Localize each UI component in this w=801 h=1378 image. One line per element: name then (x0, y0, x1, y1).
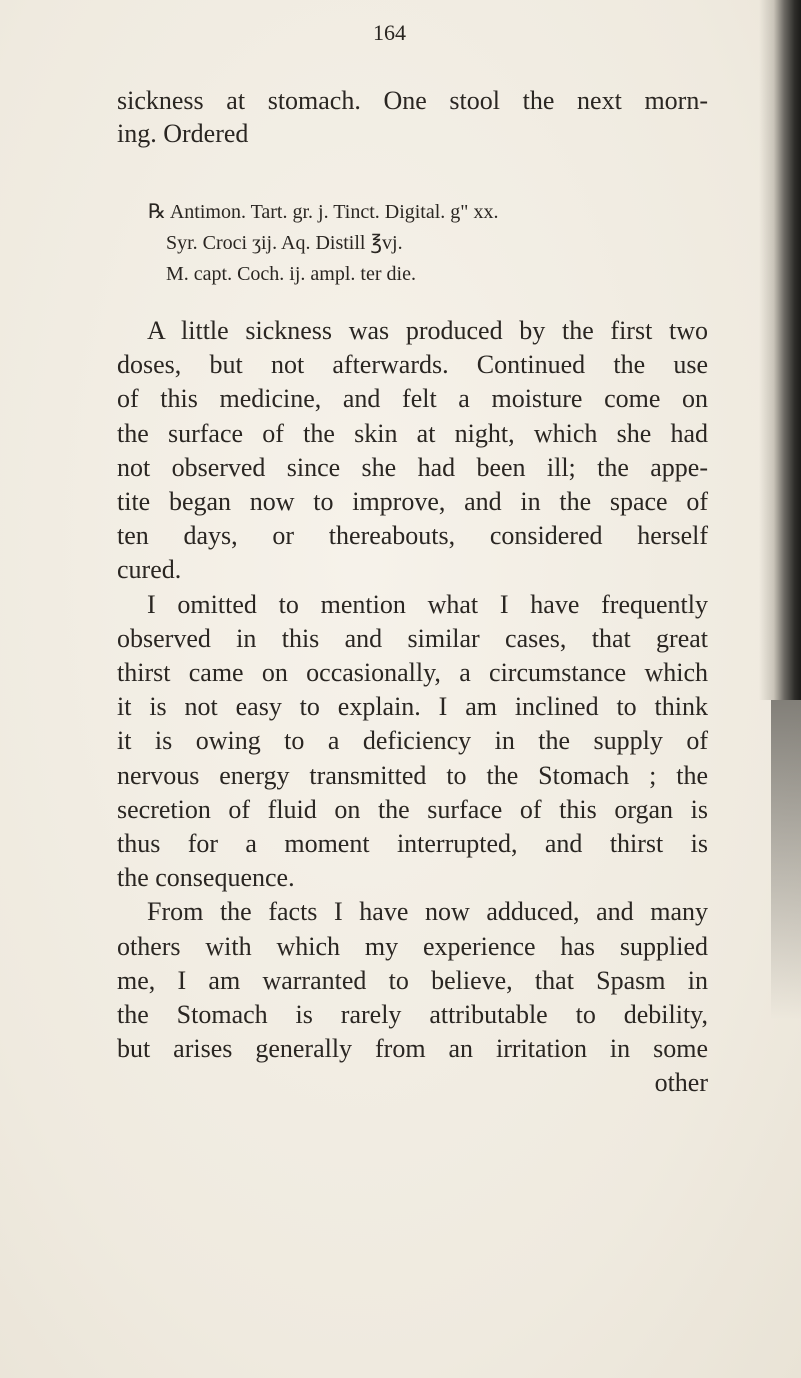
prescription-line: ℞ Antimon. Tart. gr. j. Tinct. Digital. g" xx. (148, 201, 499, 223)
prescription-line: Syr. Croci ʒij. Aq. Distill ℥vj. (166, 232, 403, 254)
prescription (148, 197, 498, 290)
text-line: others with which my experience has supplied (117, 931, 708, 961)
binding-shadow-fade (771, 700, 801, 1020)
text-line: ing. Ordered (117, 119, 249, 148)
text-line: observed in this and similar cases, that great (117, 623, 708, 653)
text-line: I omitted to mention what I have frequently (147, 589, 708, 619)
text-line: tite began now to improve, and in the space of (117, 487, 708, 517)
text-line: it is owing to a deficiency in the supply of (117, 726, 708, 756)
text-line: ten days, or thereabouts, considered herself (117, 521, 708, 551)
text-line: thirst came on occasionally, a circumstance which (117, 658, 708, 688)
text-line: me, I am warranted to believe, that Spasm in (117, 965, 708, 995)
text-line: it is not easy to explain. I am inclined to think (117, 692, 708, 722)
page-number: 164 (373, 20, 406, 45)
text-line: thus for a moment interrupted, and thirst is (117, 829, 708, 859)
text-line: not observed since she had been ill; the appe- (117, 452, 708, 482)
text-line: nervous energy transmitted to the Stomach ; the (117, 760, 708, 790)
catchword: other (654, 1068, 708, 1098)
binding-shadow (759, 0, 801, 700)
body-text (117, 314, 708, 1101)
text-line: A little sickness was produced by the first two (147, 316, 708, 345)
text-line: doses, but not afterwards. Continued the use (117, 350, 708, 380)
text-line: the surface of the skin at night, which she had (117, 418, 708, 448)
opening-paragraph (117, 84, 708, 150)
text-line: From the facts I have now adduced, and many (147, 897, 708, 927)
text-line: the Stomach is rarely attributable to debility, (117, 1000, 708, 1030)
text-line: the consequence. (117, 863, 295, 893)
prescription-line: M. capt. Coch. ij. ampl. ter die. (166, 263, 416, 285)
text-line: but arises generally from an irritation in some (117, 1034, 708, 1064)
text-line: of this medicine, and felt a moisture come on (117, 384, 708, 414)
text-line: sickness at stomach. One stool the next morn- (117, 86, 708, 115)
text-line: cured. (117, 555, 182, 585)
text-line: secretion of fluid on the surface of this organ is (117, 794, 708, 824)
